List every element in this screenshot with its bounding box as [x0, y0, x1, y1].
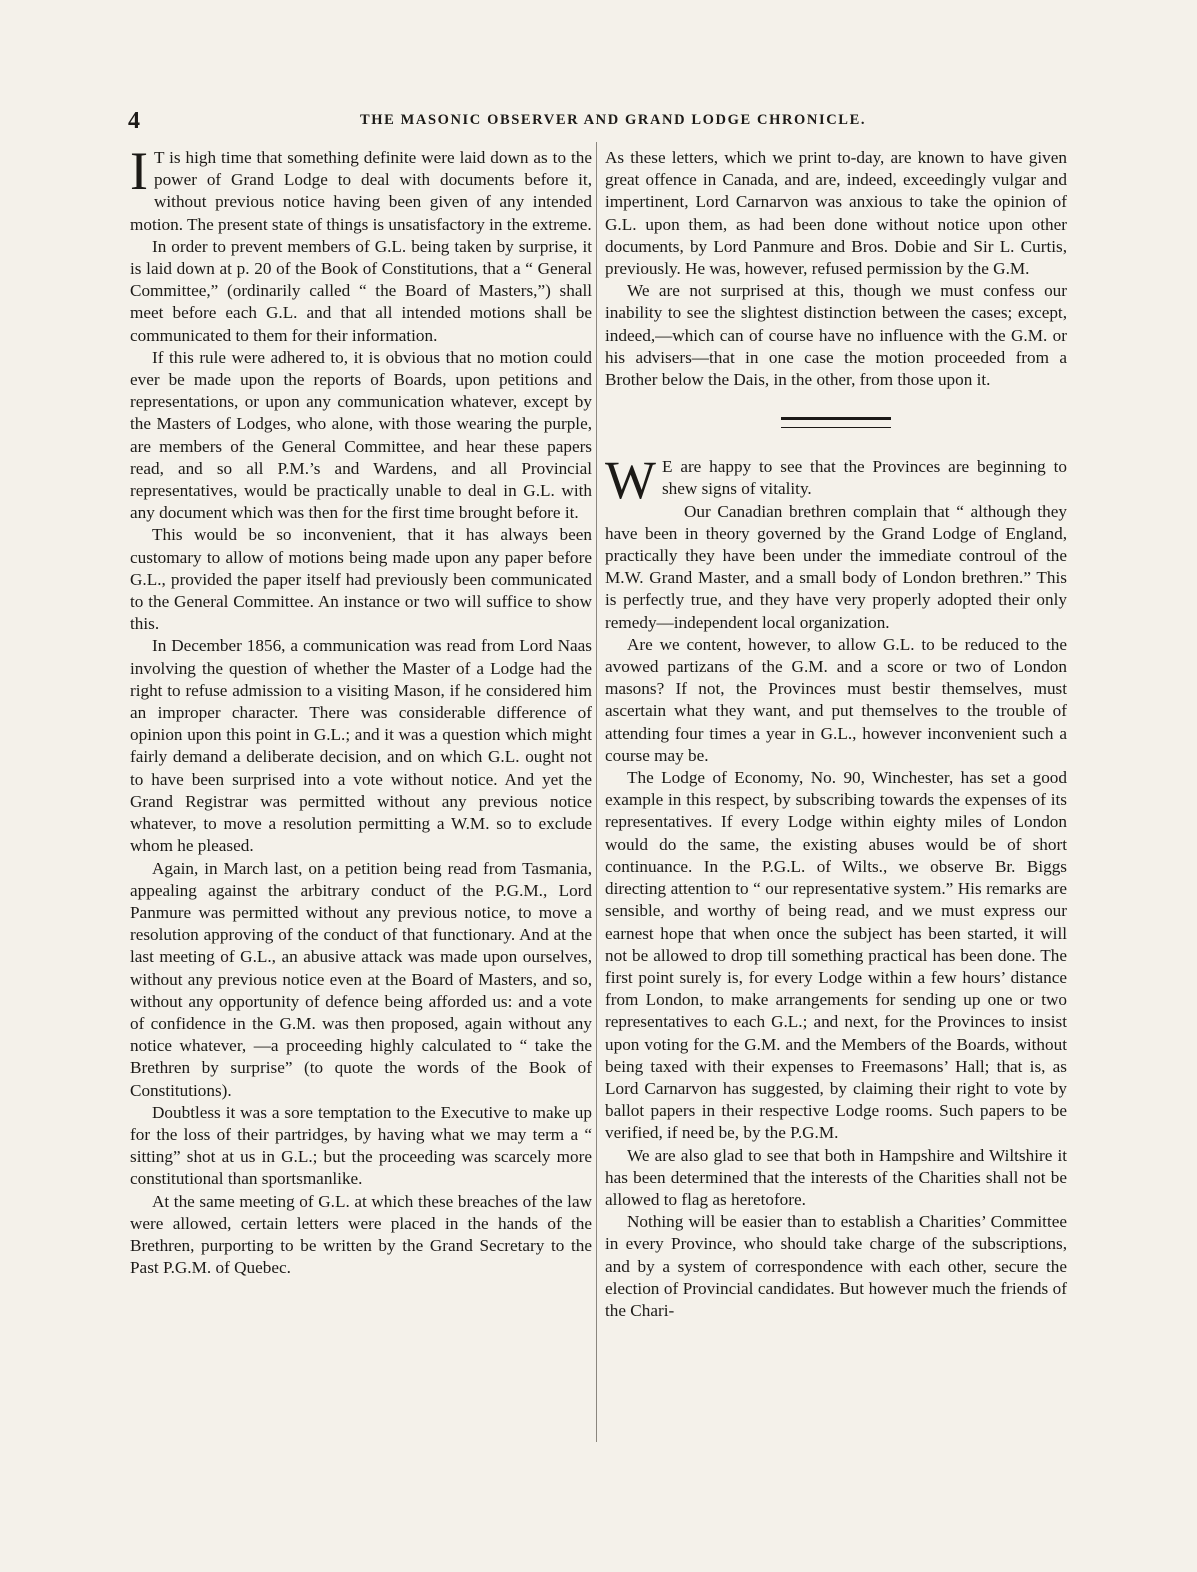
article-paragraph: Are we content, however, to allow G.L. to be reduced to the avowed partizans of the G.M. and a score or two of London masons? If not, the Provinces must bestir themselves, must ascertain what they want, and put themselves to the trouble of attending four times a year in G.L., however inconvenient such a course may be.: [605, 634, 1067, 765]
article-paragraph: As these letters, which we print to-day, are known to have given great offence in Canada, and are, indeed, exceedingly vulgar and impertinent, Lord Carnarvon was anxious to take the opinion of G.L. upon them, as had been done without notice upon other documents, by Lord Panmure and Bros. Dobie and Sir L. Curtis, previously. He was, however, refused permission by the G.M.: [605, 148, 1067, 279]
column-divider: [596, 142, 597, 1442]
drop-cap: W: [605, 450, 656, 511]
section-rule: [781, 417, 891, 428]
left-column: [130, 141, 592, 1279]
article-paragraph: W E are happy to see that the Provinces are beginning to shew signs of vitality.: [605, 450, 1067, 511]
article-paragraph: Doubtless it was a sore temptation to the Executive to make up for the loss of their partridges, by having what we may term a “ sitting” shot at us in G.L.; but the proceeding was scarcely more constitutional than sportsmanlike.: [130, 1102, 592, 1189]
running-title: THE MASONIC OBSERVER AND GRAND LODGE CHRONICLE.: [359, 112, 867, 128]
right-column: [605, 147, 1067, 1322]
page-number: 4: [128, 108, 140, 134]
article-paragraph: I T is high time that something definite were laid down as to the power of Grand Lodge to deal with documents before it, without previous notice having been given of any intended motion. The present state of things is unsatisfactory in the extreme.: [130, 141, 592, 234]
article-paragraph: In December 1856, a communication was read from Lord Naas involving the question of whether the Master of a Lodge had the right to refuse admission to a visiting Mason, if he considered him an improper character. There was considerable difference of opinion upon this point in G.L.; and it was a question which might fairly demand a deliberate decision, and on which G.L. ought not to have been surprised into a vote without notice. And yet the Grand Registrar was permitted without any previous notice whatever, to move a resolution permitting a W.M. so to exclude whom he pleased.: [130, 636, 592, 856]
drop-cap: I: [130, 141, 148, 201]
article-paragraph: Again, in March last, on a petition being read from Tasmania, appealing against the arbitrary conduct of the P.G.M., Lord Panmure was permitted without any previous notice, to move a resolution approving of the conduct of that functionary. And at the last meeting of G.L., an abusive attack was made upon ourselves, without any previous notice even at the Board of Masters, and so, without any opportunity of defence being afforded us: and a vote of confidence in the G.M. was then proposed, again without any notice whatever, —a proceeding highly calculated to “ take the Brethren by surprise” (to quote the words of the Book of Constitutions).: [130, 858, 592, 1100]
article-paragraph: This would be so inconvenient, that it has always been customary to allow of motions being made upon any paper before G.L., provided the paper itself had previously been communicated to the General Committee. An instance or two will suffice to show this.: [130, 525, 592, 634]
article-paragraph: We are also glad to see that both in Hampshire and Wiltshire it has been determined that the interests of the Charities shall not be allowed to flag as heretofore.: [605, 1145, 1067, 1209]
article-paragraph: The Lodge of Economy, No. 90, Winchester, has set a good example in this respect, by subscribing towards the expenses of its representatives. If every Lodge within eighty miles of London would do the same, the existing abuses would be of short continuance. In the P.G.L. of Wilts., we observe Br. Biggs directing attention to “ our representative system.” His remarks are sensible, and worthy of being read, and we must express our earnest hope that when once the subject has been started, it will not be allowed to drop till something practical has been done. The first point surely is, for every Lodge within a few hours’ distance from London, to make arrangements for sending up one or two representatives to each G.L.; and next, for the Provinces to insist upon voting for the G.M. and the Members of the Boards, without being taxed with their expenses to Freemasons’ Hall; that is, as Lord Carnarvon has suggested, by claiming their right to vote by ballot papers in their respective Lodge rooms. Such papers to be verified, if need be, by the P.G.M.: [605, 768, 1067, 1143]
article-paragraph: We are not surprised at this, though we must confess our inability to see the slightest distinction between the cases; except, indeed,—which can of course have no influence with the G.M. or his advisers—that in one case the motion proceeded from a Brother below the Dais, in the other, from those upon it.: [605, 281, 1067, 390]
article-paragraph: At the same meeting of G.L. at which these breaches of the law were allowed, certain letters were placed in the hands of the Brethren, purporting to be written by the Grand Secretary to the Past P.G.M. of Quebec.: [130, 1191, 592, 1278]
article-paragraph: In order to prevent members of G.L. being taken by surprise, it is laid down at p. 20 of the Book of Constitutions, that a “ General Committee,” (ordinarily called “ the Board of Masters,”) shall meet before each G.L. and that all intended motions shall be communicated to them for their information.: [130, 236, 592, 345]
article-paragraph: If this rule were adhered to, it is obvious that no motion could ever be made upon the reports of Boards, upon petitions and representations, or upon any communication whatever, except by the Masters of Lodges, who alone, with those wearing the purple, are members of the General Committee, and hear these papers read, and so all P.M.’s and Wardens, and all Provincial representatives, would be practically unable to deal in G.L. with any document which was then for the first time brought before it.: [130, 347, 592, 523]
running-header: [128, 108, 1068, 138]
article-paragraph: Our Canadian brethren complain that “ although they have been in theory governed by the Grand Lodge of England, practically they have been under the immediate controul of the M.W. Grand Master, and a small body of London brethren.” This is perfectly true, and they have very properly adopted their only remedy—independent local organization.: [605, 501, 1067, 632]
article-paragraph: Nothing will be easier than to establish a Charities’ Committee in every Province, who should take charge of the subscriptions, and by a system of correspondence with each other, secure the election of Provincial candidates. But however much the friends of the Chari-: [605, 1212, 1067, 1320]
